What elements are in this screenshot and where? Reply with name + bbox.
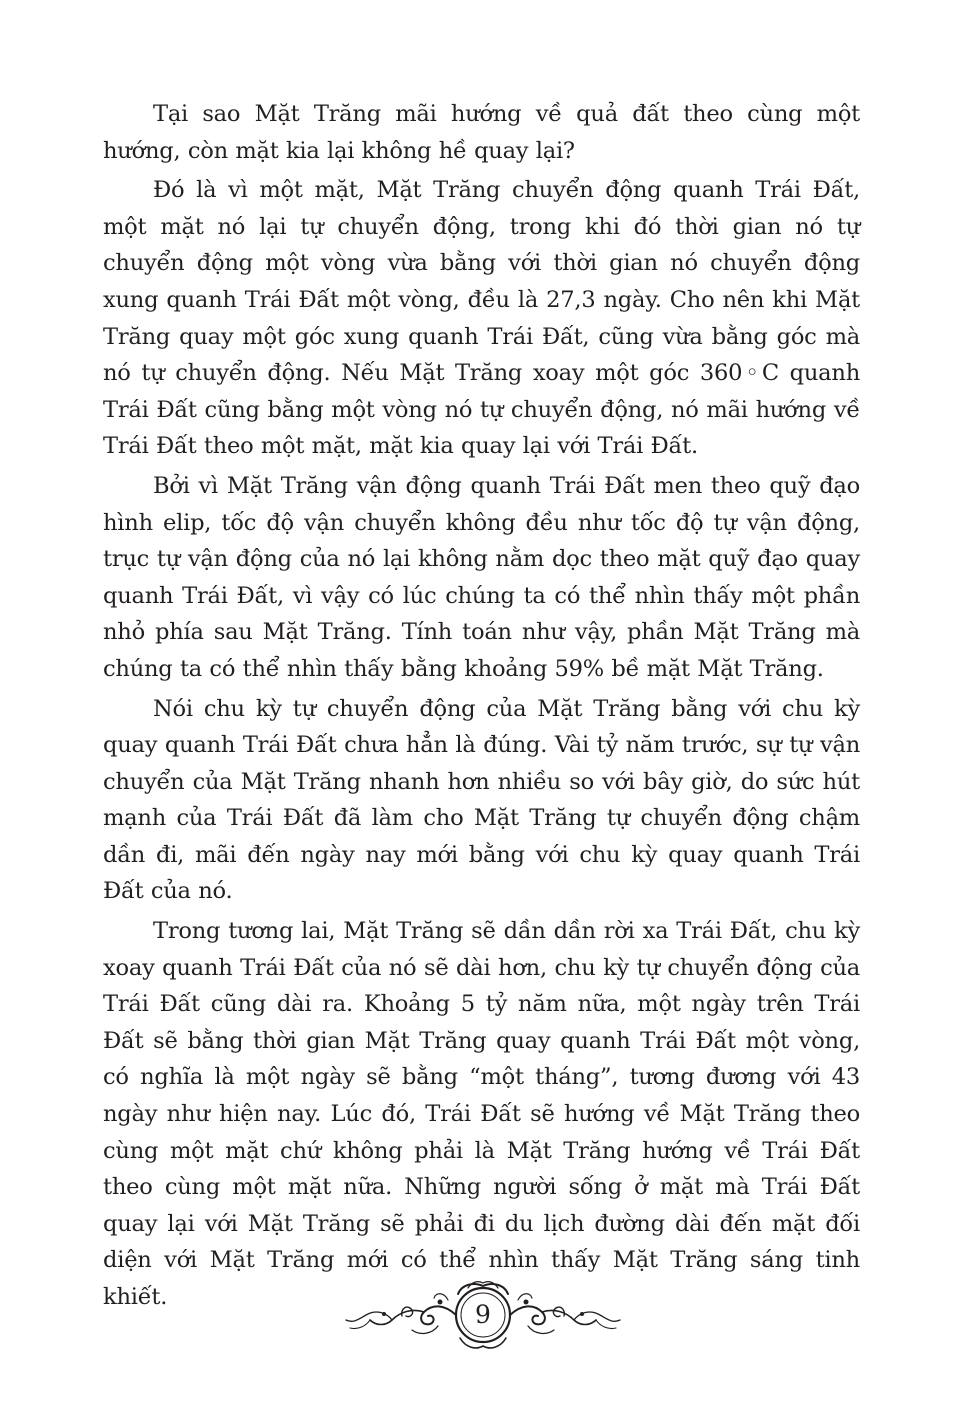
page-footer [340, 1280, 626, 1352]
paragraph-2: Đó là vì một mặt, Mặt Trăng chuyển động quanh Trái Đất, một mặt nó lại tự chuyển động, trong khi đó thời gian nó tự chuyển động một vòng vừa bằng với thời gian nó chuyển động xung quanh Trái Đất một vòng, đều là 27,3 ngày. Cho nên khi Mặt Trăng quay một góc xung quanh Trái Đất, cũng vừa bằng góc mà nó tự chuyển động. Nếu Mặt Trăng xoay một góc 360◦C quanh Trái Đất cũng bằng một vòng nó tự chuyển động, nó mãi hướng về Trái Đất theo một mặt, mặt kia quay lại với Trái Đất. [103, 177, 860, 460]
body-text [103, 96, 860, 1319]
page-number: 9 [475, 1300, 491, 1329]
paragraph-5: Trong tương lai, Mặt Trăng sẽ dần dần rời xa Trái Đất, chu kỳ xoay quanh Trái Đất của nó sẽ dài hơn, chu kỳ tự chuyển động của Trái Đất cũng dài ra. Khoảng 5 tỷ năm nữa, một ngày trên Trái Đất sẽ bằng thời gian Mặt Trăng quay quanh Trái Đất một vòng, có nghĩa là một ngày sẽ bằng “một tháng”, tương đương với 43 ngày như hiện nay. Lúc đó, Trái Đất sẽ hướng về Mặt Trăng theo cùng một mặt chứ không phải là Mặt Trăng hướng về Trái Đất theo cùng một mặt nữa. Những người sống ở mặt mà Trái Đất quay lại với Mặt Trăng sẽ phải đi du lịch đường dài đến mặt đối diện với Mặt Trăng mới có thể nhìn thấy Mặt Trăng sáng tinh khiết. [103, 918, 860, 1310]
paragraph-1: Tại sao Mặt Trăng mãi hướng về quả đất theo cùng một hướng, còn mặt kia lại không hề quay lại? [103, 101, 860, 164]
paragraph-3: Bởi vì Mặt Trăng vận động quanh Trái Đất men theo quỹ đạo hình elip, tốc độ vận chuyển không đều như tốc độ tự vận động, trục tự vận động của nó lại không nằm dọc theo mặt quỹ đạo quay quanh Trái Đất, vì vậy có lúc chúng ta có thể nhìn thấy một phần nhỏ phía sau Mặt Trăng. Tính toán như vậy, phần Mặt Trăng mà chúng ta có thể nhìn thấy bằng khoảng 59% bề mặt Mặt Trăng. [103, 472, 860, 682]
paragraph-4: Nói chu kỳ tự chuyển động của Mặt Trăng bằng với chu kỳ quay quanh Trái Đất chưa hẳn là đúng. Vài tỷ năm trước, sự tự vận chuyển của Mặt Trăng nhanh hơn nhiều so với bây giờ, do sức hút mạnh của Trái Đất đã làm cho Mặt Trăng tự chuyển động chậm dần đi, mãi đến ngày nay mới bằng với chu kỳ quay quanh Trái Đất của nó. [103, 695, 860, 905]
